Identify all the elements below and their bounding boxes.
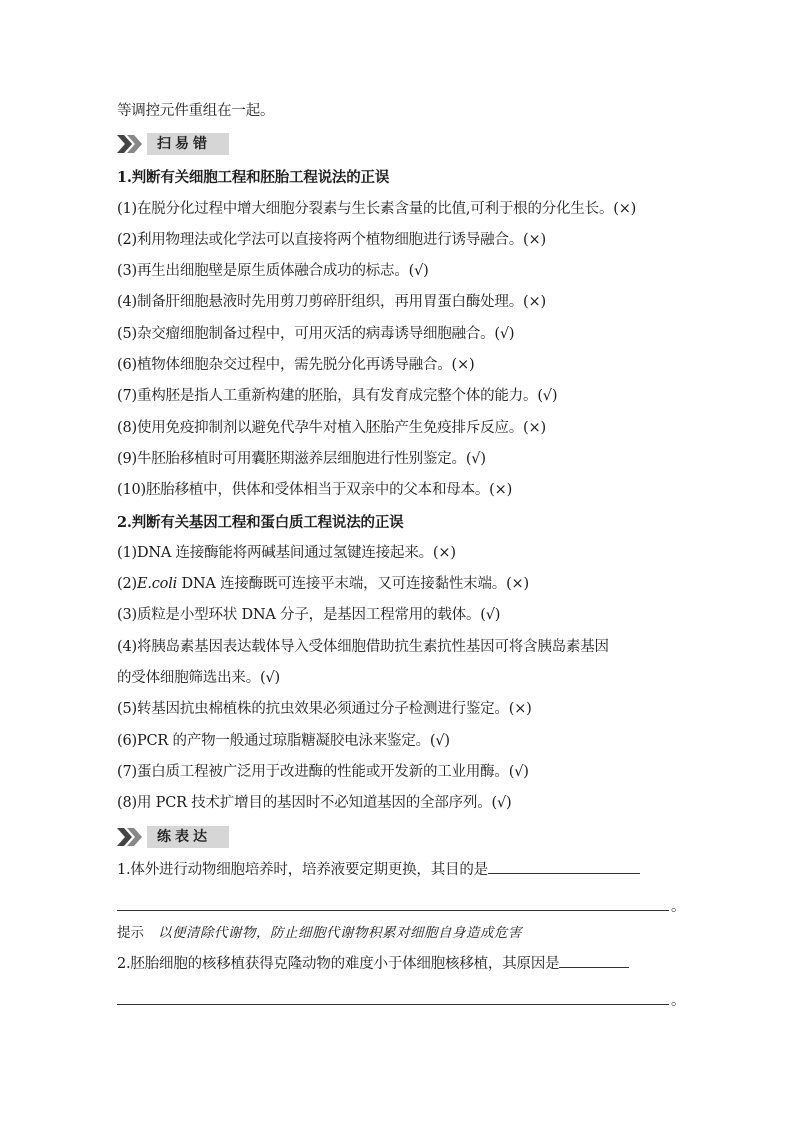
period-mark: 。	[671, 993, 686, 1010]
hint-row	[117, 917, 679, 949]
item-number: (2)	[117, 576, 137, 593]
section-label: 练表达	[147, 826, 229, 848]
judgement-item: (3)再生出细胞壁是原生质体融合成功的标志。(√)	[117, 263, 429, 280]
judgement-item: (8)用 PCR 技术扩增目的基因时不必知道基因的全部序列。(√)	[117, 795, 512, 812]
answer-blank-line[interactable]	[117, 886, 669, 911]
item-text: DNA 连接酶既可连接平末端，又可连接黏性末端。(×)	[177, 576, 529, 593]
judgement-item: (5)杂交瘤细胞制备过程中，可用灭活的病毒诱导细胞融合。(√)	[117, 325, 515, 342]
answer-blank[interactable]	[559, 966, 629, 968]
document-content	[117, 96, 686, 1012]
question-2	[117, 949, 679, 980]
group-title: 2.判断有关基因工程和蛋白质工程说法的正误	[117, 513, 404, 531]
judgement-item: (6)植物体细胞杂交过程中，需先脱分化再诱导融合。(×)	[117, 357, 475, 374]
section-label: 扫易错	[147, 133, 229, 155]
judgement-item: (1)DNA 连接酶能将两碱基间通过氢键连接起来。(×)	[117, 544, 456, 561]
intro-tail-text: 等调控元件重组在一起。	[117, 103, 275, 119]
judgement-item: (1)在脱分化过程中增大细胞分裂素与生长素含量的比值,可利于根的分化生长。(×)	[117, 200, 637, 217]
judgement-item: (2)利用物理法或化学法可以直接将两个植物细胞进行诱导融合。(×)	[117, 231, 546, 248]
answer-line	[117, 886, 686, 917]
question-1	[117, 855, 679, 886]
judgement-item: (10)胚胎移植中，供体和受体相当于双亲中的父本和母本。(×)	[117, 482, 513, 499]
hint-text: 以便清除代谢物，防止细胞代谢物积累对细胞自身造成危害	[158, 925, 522, 942]
double-chevron-icon	[117, 135, 143, 153]
question-text: 2.胚胎细胞的核移植获得克隆动物的难度小于体细胞核移植，其原因是	[117, 956, 560, 973]
judgement-item: (3)质粒是小型环状 DNA 分子，是基因工程常用的载体。(√)	[117, 607, 501, 624]
judgement-item: (7)蛋白质工程被广泛用于改进酶的性能或开发新的工业用酶。(√)	[117, 763, 529, 780]
judgement-item: (8)使用免疫抑制剂以避免代孕牛对植入胚胎产生免疫排斥反应。(×)	[117, 419, 546, 436]
section-header-practice-expression	[117, 822, 679, 852]
hint-label: 提示	[117, 925, 144, 942]
judgement-item: (4)将胰岛素基因表达载体导入受体细胞借助抗生素抗性基因可将含胰岛素基因	[117, 638, 609, 655]
group-title: 1.判断有关细胞工程和胚胎工程说法的正误	[117, 169, 390, 187]
period-mark: 。	[671, 898, 686, 915]
answer-blank[interactable]	[488, 872, 640, 874]
species-name: E.coli	[136, 576, 178, 593]
question-text: 1.体外进行动物细胞培养时，培养液要定期更换，其目的是	[117, 861, 488, 878]
double-chevron-icon	[117, 828, 143, 846]
answer-blank-line[interactable]	[117, 980, 669, 1005]
judgement-item: (5)转基因抗虫棉植株的抗虫效果必须通过分子检测进行鉴定。(×)	[117, 701, 532, 718]
judgement-item: (4)制备肝细胞悬液时先用剪刀剪碎肝组织，再用胃蛋白酶处理。(×)	[117, 294, 546, 311]
answer-line	[117, 980, 686, 1011]
section-header-error-scan	[117, 129, 679, 159]
judgement-item	[117, 569, 679, 600]
judgement-item: (7)重构胚是指人工重新构建的胚胎，具有发育成完整个体的能力。(√)	[117, 388, 558, 405]
judgement-item: (6)PCR 的产物一般通过琼脂糖凝胶电泳来鉴定。(√)	[117, 732, 450, 749]
judgement-item: (9)牛胚胎移植时可用囊胚期滋养层细胞进行性别鉴定。(√)	[117, 450, 486, 467]
judgement-item-continued: 的受体细胞筛选出来。(√)	[117, 670, 280, 687]
